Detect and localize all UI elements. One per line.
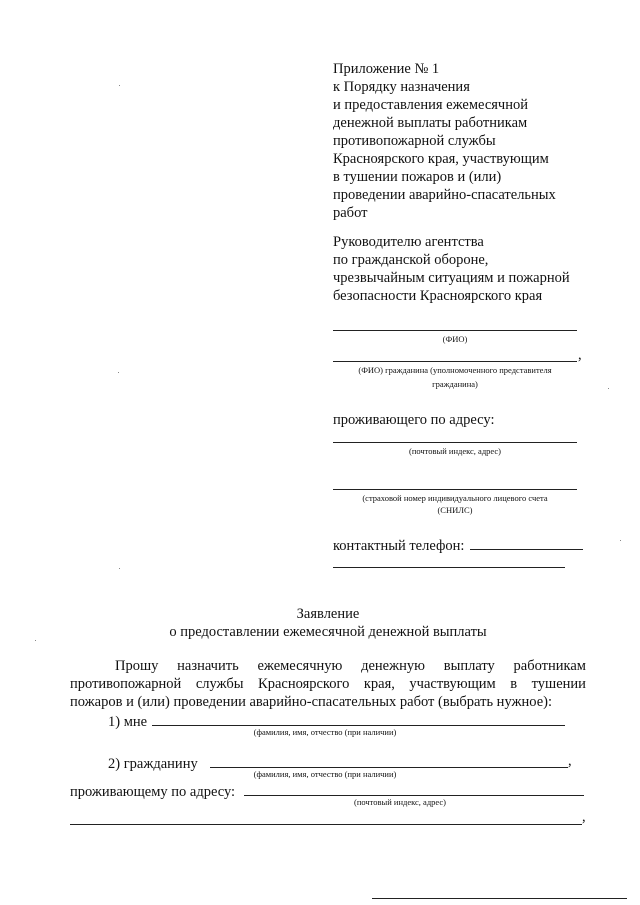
scan-speck [119, 568, 120, 569]
statement-body-line-3: пожаров и (или) проведении аварийно-спасательных работ (выбрать нужное): [70, 694, 552, 710]
address-field-line[interactable] [333, 442, 577, 443]
snils-caption-1: (страховой номер индивидуального лицевого счета [362, 493, 548, 503]
postal-caption: (почтовый индекс, адрес) [408, 446, 501, 456]
statement-body-line-2 [70, 675, 586, 693]
phone-label: контактный телефон: [333, 538, 465, 554]
phone-field-line[interactable] [470, 549, 583, 550]
body-word: работникам [513, 658, 586, 674]
body-word: Прошу [115, 658, 159, 674]
citizen-fio-comma: , [578, 347, 582, 363]
option-2-field-line[interactable] [210, 767, 568, 768]
appendix-line: в тушении пожаров и (или) [333, 169, 502, 185]
citizen-fio-caption-1: (ФИО) гражданина (уполномоченного представителя [358, 365, 552, 375]
statement-title: Заявление [296, 606, 360, 622]
body-word: Красноярского [258, 676, 350, 692]
address-3-field-line[interactable] [70, 824, 582, 825]
addressee-line: по гражданской обороне, [333, 252, 489, 268]
addressee-line: чрезвычайным ситуациям и пожарной [333, 270, 570, 286]
body-word: назначить [177, 658, 239, 674]
option-2-label: 2) гражданину [108, 756, 198, 772]
body-word: службы [195, 676, 244, 692]
body-word: противопожарной [70, 676, 182, 692]
address-3-comma: , [582, 809, 586, 825]
option-1-label: 1) мне [108, 714, 148, 730]
option-2-caption: (фамилия, имя, отчество (при наличии) [253, 769, 397, 779]
body-word: ежемесячную [257, 658, 343, 674]
addressee-line: Руководителю агентства [333, 234, 484, 250]
appendix-line: Красноярского края, участвующим [333, 151, 549, 167]
appendix-line: к Порядку назначения [333, 79, 470, 95]
signature-line[interactable] [372, 898, 627, 899]
body-word: денежную [361, 658, 425, 674]
addressee-line: безопасности Красноярского края [333, 288, 543, 304]
scan-speck [35, 640, 36, 641]
residing-label-2: проживающему по адресу: [70, 784, 236, 800]
residing-label: проживающего по адресу: [333, 412, 495, 428]
phone-field-line-2[interactable] [333, 567, 565, 568]
appendix-block [333, 60, 556, 222]
body-word: в [510, 676, 518, 692]
option-1-field-line[interactable] [152, 725, 565, 726]
snils-field-line[interactable] [333, 489, 577, 490]
citizen-fio-field-line[interactable] [333, 361, 577, 362]
appendix-line: противопожарной службы [333, 133, 496, 149]
statement-body-line-1 [115, 657, 586, 675]
option-1-caption: (фамилия, имя, отчество (при наличии) [253, 727, 397, 737]
appendix-line: Приложение № 1 [333, 61, 440, 77]
postal-caption-2: (почтовый индекс, адрес) [353, 797, 446, 807]
addressee-block [333, 233, 570, 305]
citizen-fio-caption-2: гражданина) [432, 379, 478, 389]
body-word: выплату [443, 658, 495, 674]
appendix-line: денежной выплаты работникам [333, 115, 528, 131]
fio-caption: (ФИО) [442, 334, 468, 344]
statement-subtitle: о предоставлении ежемесячной денежной выплаты [169, 624, 487, 640]
body-word: участвующим [409, 676, 496, 692]
scan-speck [608, 388, 609, 389]
address-2-field-line[interactable] [244, 795, 584, 796]
appendix-line: проведении аварийно-спасательных [333, 187, 556, 203]
snils-caption-2: (СНИЛС) [437, 505, 473, 515]
scan-speck [620, 540, 621, 541]
body-word: тушении [531, 676, 586, 692]
appendix-line: работ [333, 205, 368, 221]
scan-speck [118, 372, 119, 373]
body-word: края, [363, 676, 395, 692]
appendix-line: и предоставления ежемесячной [333, 97, 528, 113]
fio-field-line[interactable] [333, 330, 577, 331]
option-2-comma: , [568, 753, 572, 769]
scan-speck [119, 85, 120, 86]
